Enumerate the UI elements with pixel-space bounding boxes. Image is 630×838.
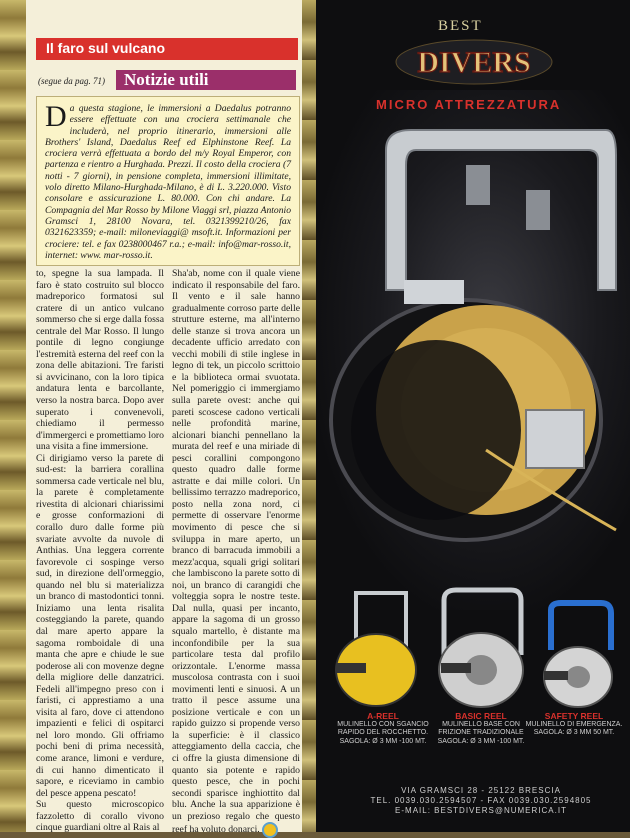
article-column-2 xyxy=(172,268,300,838)
paragraph: Ci dirigiamo verso la parete di sud-est: la barriera corallina sommersa cade verticale nel blu, la parete è completamente rivestita di alcionari chiarissimi e grosse conformazioni di corallo duro dalle forme più svariate avvolte da nuvole di Anthias. Una leggera corrente favorevole ci sospinge verso sud, in direzione dell'ormeggio, quando nel blu si materializza un branco di mastodontici tonni. Iniziamo una lenta risalita costeggiando la parete, quando dal mare aperto appare la sagoma romboidale di una manta che apre e chiude le sue poderose ali con movenze degne della migliore delle danzatrici. Fedeli all'impegno preso con i faristi, ci apprestiamo a una visita al faro, dove ci attendono impazienti e felici di ospitarci nel loro mondo. Gli offriamo pochi beni di prima necessità, come arance, limoni e verdure, di cui hanno dimenticato il sapore, e riceviamo in cambio del pesce appena pescato! xyxy=(36,452,164,799)
brand-logo xyxy=(394,34,554,86)
paragraph: Su questo microscopico fazzoletto di corallo vivono cinque guardiani oltre al Rais al xyxy=(36,799,164,834)
reel-products-image xyxy=(316,585,630,715)
left-photo-strip xyxy=(0,0,26,832)
safety-reel-image xyxy=(544,603,612,707)
phone-fax: TEL. 0039.030.2594507 - FAX 0039.030.2594805 xyxy=(370,796,592,805)
box-title-bar xyxy=(116,70,296,90)
continued-note: (segue da pag. 71) xyxy=(38,76,105,86)
address: VIA GRAMSCI 28 - 25122 BRESCIA xyxy=(401,786,561,795)
main-reel-image xyxy=(316,120,630,580)
drop-cap: D xyxy=(45,100,67,133)
brand-main-text: DIVERS xyxy=(417,46,531,79)
section-header xyxy=(36,38,298,60)
brand-top-text: BEST xyxy=(438,18,483,34)
article-column-1 xyxy=(36,268,164,834)
box-title: Notizie utili xyxy=(124,70,209,89)
advertisement xyxy=(316,0,630,832)
info-box xyxy=(36,96,300,266)
end-sun-icon xyxy=(262,822,278,838)
contact-info xyxy=(346,786,616,816)
basic-reel-image xyxy=(439,590,523,707)
product-caption-safety-reel: SAFETY REEL MULINELLO DI EMERGENZA. SAGOLA: Ø 3 MM 50 MT. xyxy=(525,711,623,736)
article-title: Il faro sul vulcano xyxy=(46,40,166,56)
product-caption-basic-reel: BASIC REEL MULINELLO BASE CON FRIZIONE TRADIZIONALE SAGOLA: Ø 3 MM -100 MT. xyxy=(437,711,525,745)
email: E-MAIL: BESTDIVERS@NUMERICA.IT xyxy=(395,806,567,815)
paragraph: to, spegne la sua lampada. Il faro è stato costruito sul blocco madreporico formatosi sul cratere di un antico vulcano sommerso che si erge dalla fossa centrale del Mar Rosso. Il lungo pontile di legno congiunge l'estremità esterna del reef con la zona delle abitazioni. Tre faristi si avvicinano, con la loro tipica andatura lenta e barcollante, verso la nostra barca. Dopo aver superato i convenevoli, chiediamo il permesso d'immergerci e promettiamo loro una visita a fine immersione. xyxy=(36,268,164,453)
paragraph: Sha'ab, nome con il quale viene indicato il responsabile del faro. Il vento e il sale hanno gradualmente corroso parte delle strutture esterne, ma all'interno delle stanze si trova ancora un decadente ufficio arredato con vecchi mobili di stile inglese in legno di tek, un piccolo scrittoio e la biblioteca ormai svuotata. Nel pomeriggio ci immergiamo sulla parete ovest: anche qui pareti scoscese cadono verticali nelle profondità marine, alcionari bianchi pennellano la murata del reef e una miriade di pesci corallini compongono questo quadro dalle forme astratte e dai mille colori. Un bellissimo terrazzo madreporico, posto nella zona nord, ci permette di osservare l'enorme movimento di pesce che si sviluppa in mare aperto, un branco di barracuda immobili a mezz'acqua, squali grigi solitari che lambiscono la parete sotto di noi, un branco di carangidi che volteggia sopra le nostre teste. Dal nulla, quasi per incanto, appare la sagoma di un grosso squalo martello, è distante ma inconfondibile per la sua particolare testa dal profilo orizzontale. L'enorme massa muscolosa contrasta con i suoi movimenti lenti e sinuosi. A un tratto il pesce assume una posizione verticale e con un rapido guizzo si propende verso la superficie: è il classico atteggiamento della caccia, che ci offre la giusta dimensione di quanto sia potente e rapido questo pesce, che in pochi secondi sparisce inghiottito dal blu. Anche la sua apparizione è un prezioso regalo che questo reef ha voluto donarci. xyxy=(172,268,300,838)
article-page xyxy=(26,0,302,836)
tagline: MICRO ATTREZZATURA xyxy=(376,97,562,112)
product-caption-a-reel: A-REEL MULINELLO CON SGANCIO RAPIDO DEL ROCCHETTO. SAGOLA: Ø 3 MM -100 MT. xyxy=(337,711,429,745)
a-reel-image xyxy=(336,593,416,706)
info-box-text: Da questa stagione, le immersioni a Daedalus potranno essere effettuate con una crociera settimanale che includerà, nel proprio itinerario, immersioni alle Brothers' Island, Daedalus Reef ed Elphinstone Reef. La crociera verrà effettuata a bordo del m/y Royal Emperor, con partenza e rientro a Hurghada. Prezzi. Il costo della crociera (7 notti - 7 giorni), in pensione completa, immersioni illimitate, volo diretto Milano-Hurghada-Milano, è di L. 3.220.000. Visto consolare e assicurazione L. 80.000. Con chi andare. La Compagnia del Mar Rosso by Milone Viaggi srl, piazza Antonio Gramsci 1, 28100 Novara, tel. 0321399210/26, fax 0321623359; e-mail: miloneviaggi@ msoft.it. Informazioni per crociere: tel. e fax 0238000467 r.a.; e-mail: info@mar-rosso.it, internet: www. mar-rosso.it. xyxy=(45,100,291,261)
right-photo-strip xyxy=(302,0,316,832)
